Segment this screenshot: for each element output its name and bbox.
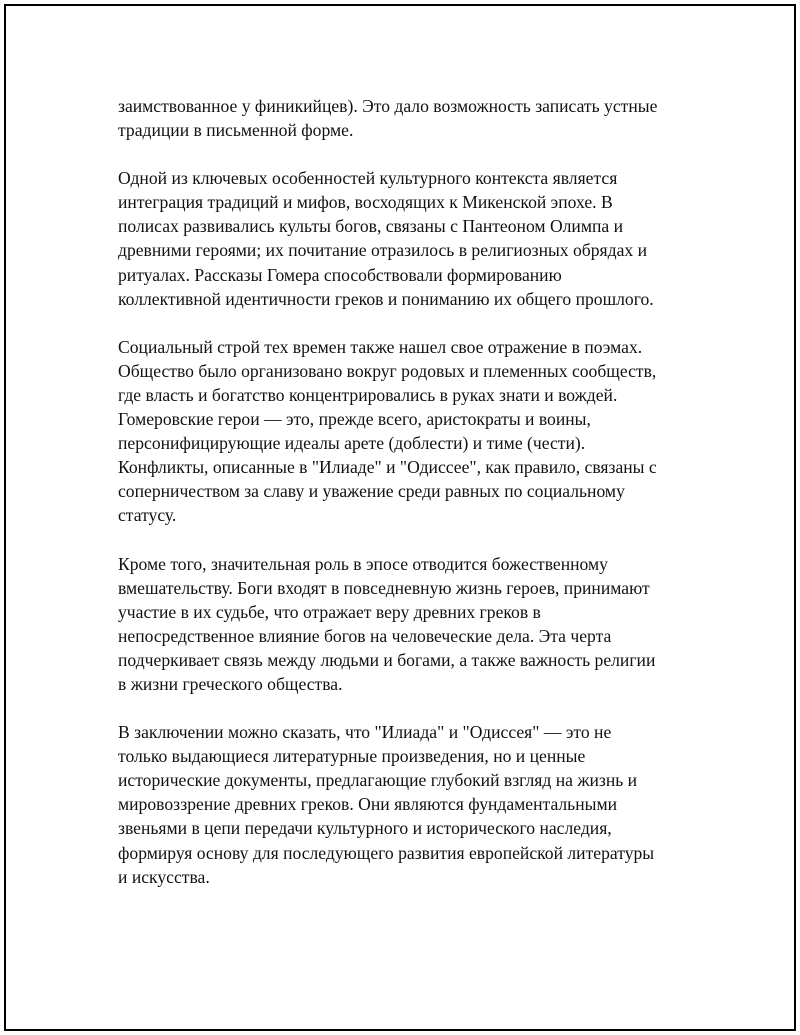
- paragraph-line: Социальный строй тех времен также нашел свое отражение в поэмах.: [118, 336, 643, 357]
- paragraph-line: заимствованное у финикийцев). Это дало возможность записать устные: [118, 96, 658, 116]
- paragraph-line: звеньями в цепи передачи культурного и исторического наследия,: [118, 818, 612, 839]
- paragraph-line: и искусства.: [118, 866, 210, 887]
- paragraph-line: интеграция традиций и мифов, восходящих к Микенской эпохе. В: [118, 192, 613, 213]
- paragraph-line: Общество было организовано вокруг родовых и племенных сообществ,: [118, 360, 657, 381]
- paragraph-line: формируя основу для последующего развития европейской литературы: [118, 842, 655, 863]
- document-body: [118, 94, 718, 913]
- paragraph-line: персонифицирующие идеалы арете (доблести) и тиме (чести).: [118, 433, 586, 454]
- paragraph-line: участие в их судьбе, что отражает веру древних греков в: [118, 601, 541, 622]
- paragraph-line: Конфликты, описанные в "Илиаде" и "Одиссее", как правило, связаны с: [118, 457, 657, 478]
- paragraph-1: [118, 94, 718, 142]
- paragraph-line: древними героями; их почитание отразилось в религиозных обрядах и: [118, 240, 648, 261]
- paragraph-line: Кроме того, значительная роль в эпосе отводится божественному: [118, 553, 608, 574]
- paragraph-3: [118, 335, 718, 528]
- paragraph-4: [118, 552, 718, 697]
- paragraph-line: подчеркивает связь между людьми и богами, а также важность религии: [118, 649, 656, 670]
- paragraph-line: где власть и богатство концентрировались в руках знати и вождей.: [118, 384, 618, 405]
- paragraph-line: коллективной идентичности греков и пониманию их общего прошлого.: [118, 288, 654, 309]
- paragraph-line: мировоззрение древних греков. Они являются фундаментальными: [118, 794, 617, 815]
- paragraph-line: вмешательству. Боги входят в повседневную жизнь героев, принимают: [118, 577, 650, 598]
- paragraph-line: исторические документы, предлагающие глубокий взгляд на жизнь и: [118, 770, 638, 791]
- paragraph-2: [118, 166, 718, 311]
- paragraph-line: Одной из ключевых особенностей культурного контекста является: [118, 168, 618, 189]
- paragraph-line: статусу.: [118, 505, 177, 526]
- paragraph-line: ритуалах. Рассказы Гомера способствовали формированию: [118, 264, 562, 285]
- paragraph-line: в жизни греческого общества.: [118, 673, 343, 694]
- paragraph-line: полисах развивались культы богов, связаны с Пантеоном Олимпа и: [118, 216, 624, 237]
- paragraph-line: Гомеровские герои — это, прежде всего, аристократы и воины,: [118, 409, 591, 430]
- paragraph-5: [118, 720, 718, 889]
- paragraph-line: непосредственное влияние богов на человеческие дела. Эта черта: [118, 625, 612, 646]
- paragraph-line: только выдающиеся литературные произведения, но и ценные: [118, 746, 586, 767]
- paragraph-line: традиции в письменной форме.: [118, 120, 354, 141]
- paragraph-line: соперничеством за славу и уважение среди равных по социальному: [118, 481, 625, 502]
- paragraph-line: В заключении можно сказать, что "Илиада" и "Одиссея" — это не: [118, 722, 612, 743]
